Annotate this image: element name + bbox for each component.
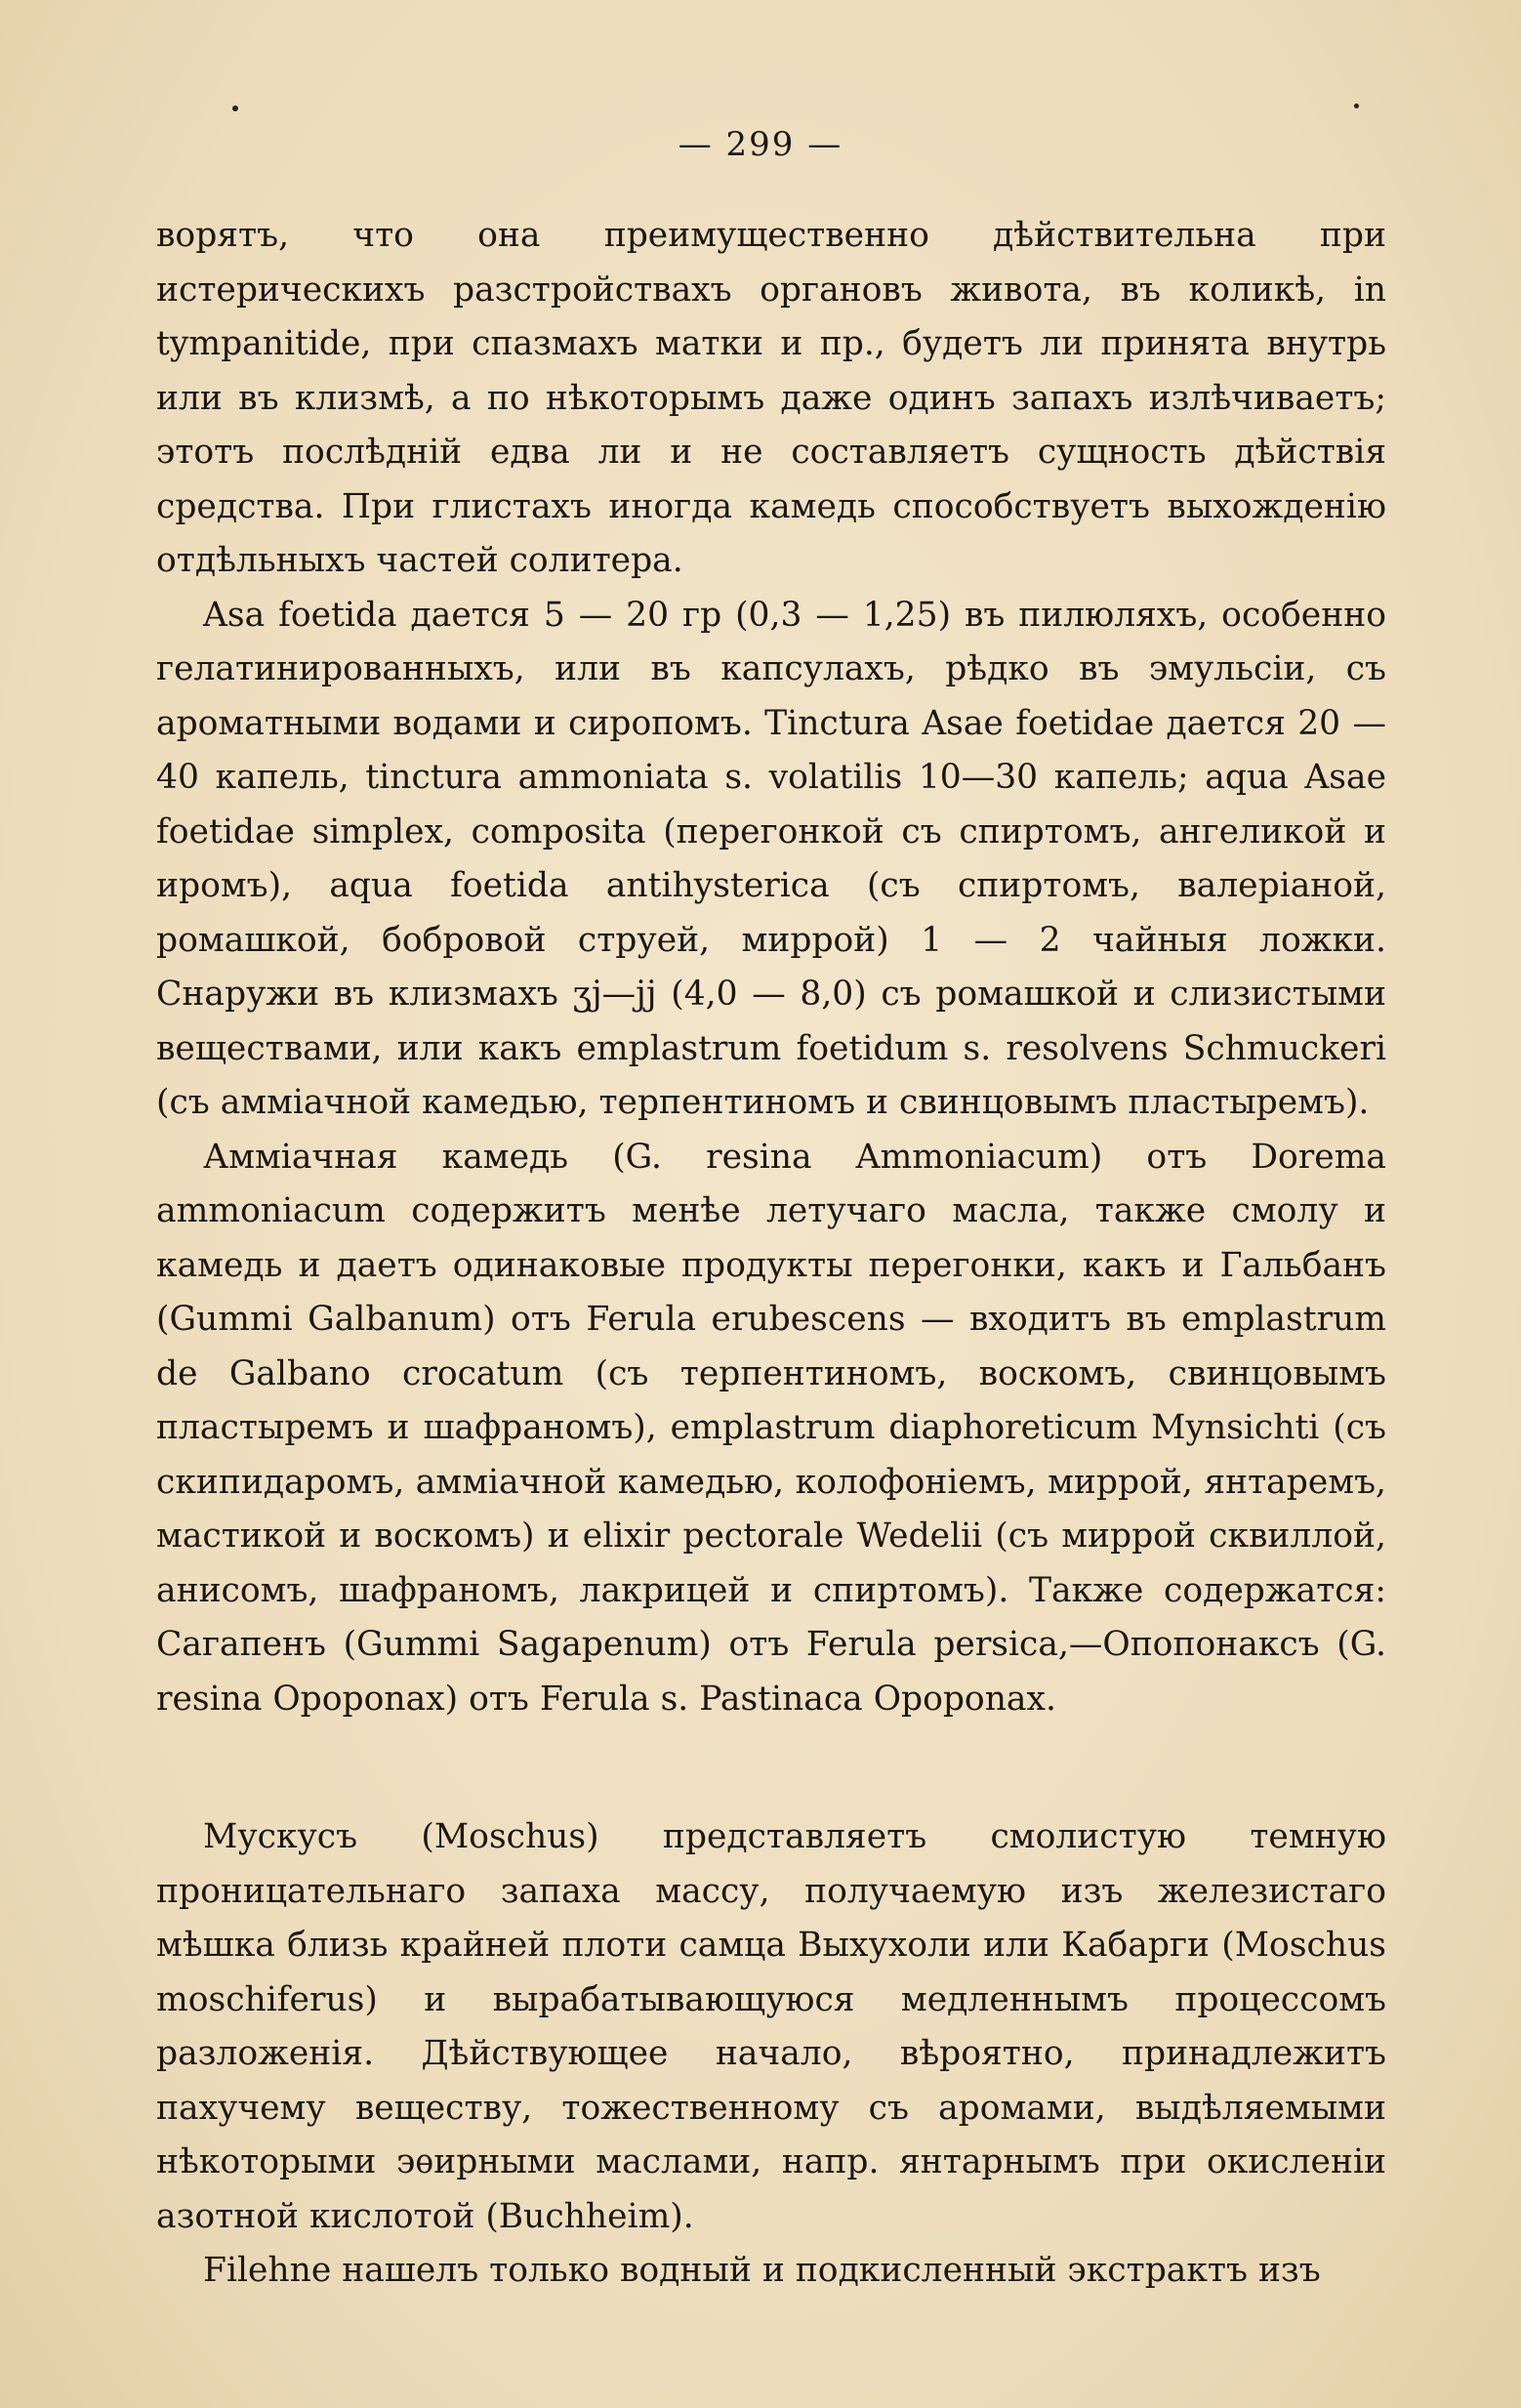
paragraph-filehne: Filehne нашелъ только водный и подкисленный экстрактъ изъ <box>203 2251 1321 2290</box>
page-number: — 299 — <box>678 125 843 164</box>
speck-mark <box>1354 104 1359 108</box>
paragraph-asa-foetida-dosage: Asa foetida дается 5 — 20 гр (0,3 — 1,25) въ пилюляхъ, особенно гелатинированныхъ, или въ капсулахъ, рѣдко въ эмульсіи, съ ароматными водами и сиропомъ. Tinctura Asae foetidae дается 20 — 40 капель, tinctura ammoniata s. volatilis 10—30 капель; aqua Asae foetidae simplex, composita (перегонкой съ спиртомъ, ангеликой и иромъ), aqua foetida antihysterica (съ спиртомъ, валеріаной, ромашкой, бобровой струей, миррой) 1 — 2 чайныя ложки. Снаружи въ клизмахъ ʒj—jj (4,0 — 8,0) съ ромашкой и слизистыми веществами, или какъ emplastrum foetidum s. resolvens Schmuckeri (съ амміачной камедью, терпентиномъ и свинцовымъ пластыремъ). <box>156 595 1386 1122</box>
speck-mark <box>232 105 238 111</box>
asafoetida-section <box>156 209 1386 1726</box>
paragraph-continuation: ворятъ, что она преимущественно дѣйствительна при истерическихъ разстройствахъ органовъ живота, въ коликѣ, in tympanitide, при спазмахъ матки и пр., будетъ ли принята внутрь или въ клизмѣ, а по нѣкоторымъ даже одинъ запахъ излѣчиваетъ; этотъ послѣдній едва ли и не составляетъ сущность дѣйствія средства. При глистахъ иногда камедь способствуетъ выхожденію отдѣльныхъ частей солитера. <box>156 216 1386 580</box>
moschus-section <box>156 1810 1386 2299</box>
paragraph-ammoniac-gum: Амміачная камедь (G. resina Ammoniacum) отъ Dorema ammoniacum содержитъ менѣе летучаго масла, также смолу и камедь и даетъ одинаковые продукты перегонки, какъ и Гальбанъ (Gummi Galbanum) отъ Ferula erubescens — входитъ въ emplastrum de Galbano crocatum (съ терпентиномъ, воскомъ, свинцовымъ пластыремъ и шафраномъ), emplastrum diaphoreticum Mynsichti (съ скипидаромъ, амміачной камедью, колофоніемъ, миррой, янтаремъ, мастикой и воскомъ) и elixir pectorale Wedelii (съ миррой сквиллой, анисомъ, шафраномъ, лакрицей и спиртомъ). Также содержатся: Сагапенъ (Gummi Sagapenum) отъ Ferula persica,—Опопонаксъ (G. resina Opoponax) отъ Ferula s. Pastinaca Opoponax. <box>156 1137 1386 1719</box>
paragraph-moschus: Мускусъ (Moschus) представляетъ смолистую темную проницательнаго запаха массу, получаемую изъ железистаго мѣшка близь крайней плоти самца Выхухоли или Кабарги (Moschus moschiferus) и вырабатывающуюся медленнымъ процессомъ разложенія. Дѣйствующее начало, вѣроятно, принадлежитъ пахучему веществу, тожественному съ аромами, выдѣляемыми нѣкоторыми эѳирными маслами, напр. янтарнымъ при окисленіи азотной кислотой (Buchheim). <box>156 1817 1386 2236</box>
